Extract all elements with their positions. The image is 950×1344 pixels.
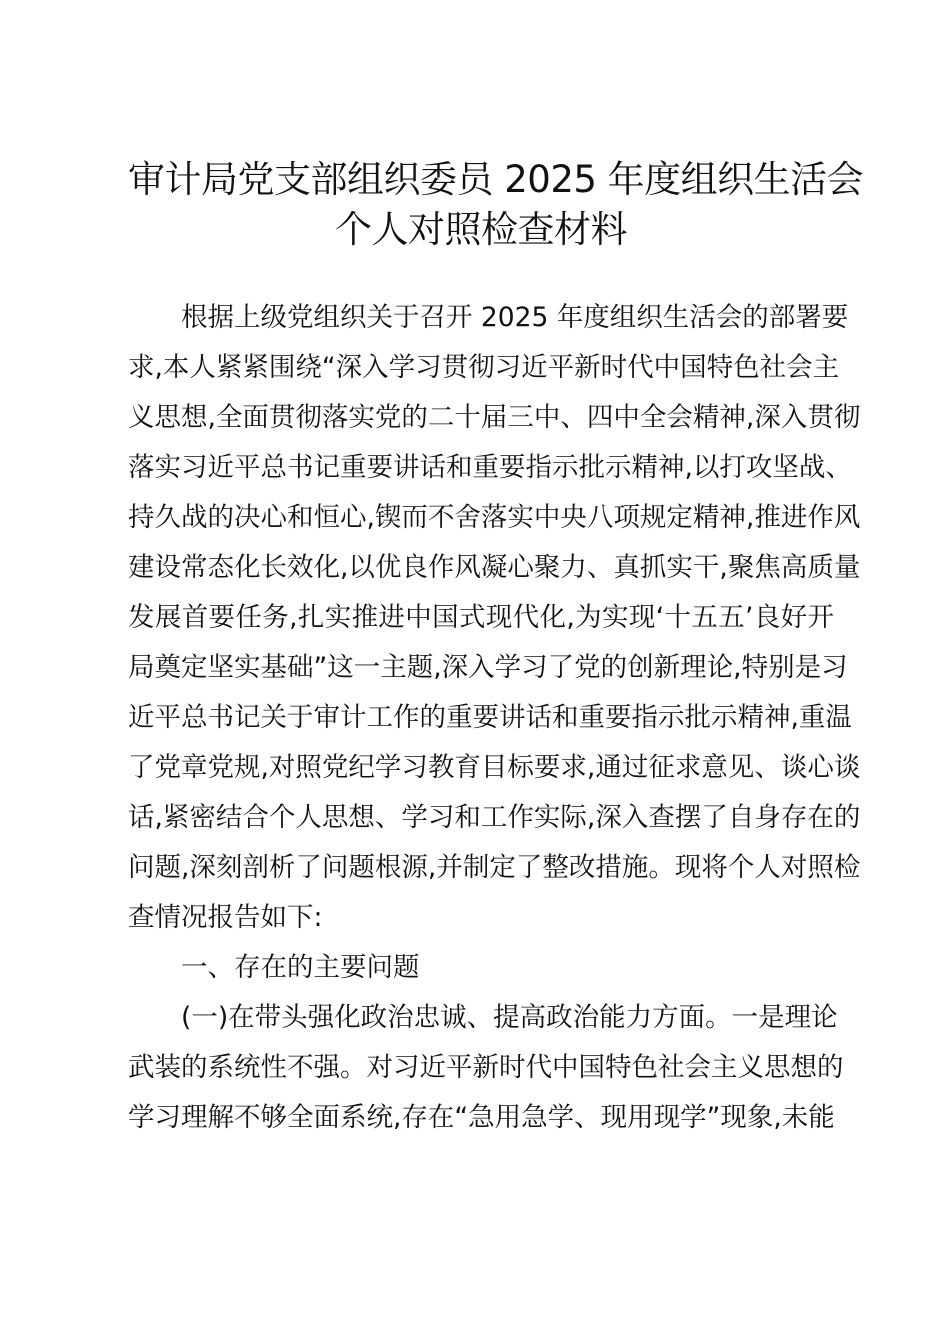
paragraph-line: 持久战的决心和恒心,锲而不舍落实中央八项规定精神,推进作风 <box>128 502 861 533</box>
document-body <box>128 293 861 1143</box>
paragraph-line: 根据上级党组织关于召开 2025 年度组织生活会的部署要 <box>181 302 849 333</box>
document-page <box>128 155 864 1143</box>
subsection-paragraph <box>128 993 844 1143</box>
intro-paragraph <box>128 293 861 943</box>
paragraph-line: 武装的系统性不强。对习近平新时代中国特色社会主义思想的 <box>128 1052 844 1083</box>
paragraph-line: 查情况报告如下: <box>128 902 323 933</box>
paragraph-line: 了党章党规,对照党纪学习教育目标要求,通过征求意见、谈心谈 <box>128 752 861 783</box>
paragraph-line: 求,本人紧紧围绕“深入学习贯彻习近平新时代中国特色社会主 <box>128 352 840 383</box>
paragraph-line: 落实习近平总书记重要讲话和重要指示批示精神,以打攻坚战、 <box>128 452 852 483</box>
paragraph-line: 义思想,全面贯彻落实党的二十届三中、四中全会精神,深入贯彻 <box>128 402 861 433</box>
title-line-1: 审计局党支部组织委员 2025 年度组织生活会 <box>128 158 864 201</box>
section-heading: 一、存在的主要问题 <box>181 952 420 983</box>
paragraph-line: 局奠定坚实基础”这一主题,深入学习了党的创新理论,特别是习 <box>128 652 848 683</box>
paragraph-line: 问题,深刻剖析了问题根源,并制定了整改措施。现将个人对照检 <box>128 852 861 883</box>
paragraph-line: 建设常态化长效化,以优良作风凝心聚力、真抓实干,聚焦高质量 <box>128 552 861 583</box>
paragraph-line: 话,紧密结合个人思想、学习和工作实际,深入查摆了自身存在的 <box>128 802 861 833</box>
paragraph-line: 近平总书记关于审计工作的重要讲话和重要指示批示精神,重温 <box>128 702 852 733</box>
paragraph-line: 发展首要任务,扎实推进中国式现代化,为实现‘十五五’良好开 <box>128 602 834 633</box>
paragraph-line: (一)在带头强化政治忠诚、提高政治能力方面。一是理论 <box>181 1002 838 1033</box>
title-line-2: 个人对照检查材料 <box>335 208 627 251</box>
paragraph-line: 学习理解不够全面系统,存在“急用急学、现用现学”现象,未能 <box>128 1102 835 1133</box>
document-title <box>128 155 864 255</box>
